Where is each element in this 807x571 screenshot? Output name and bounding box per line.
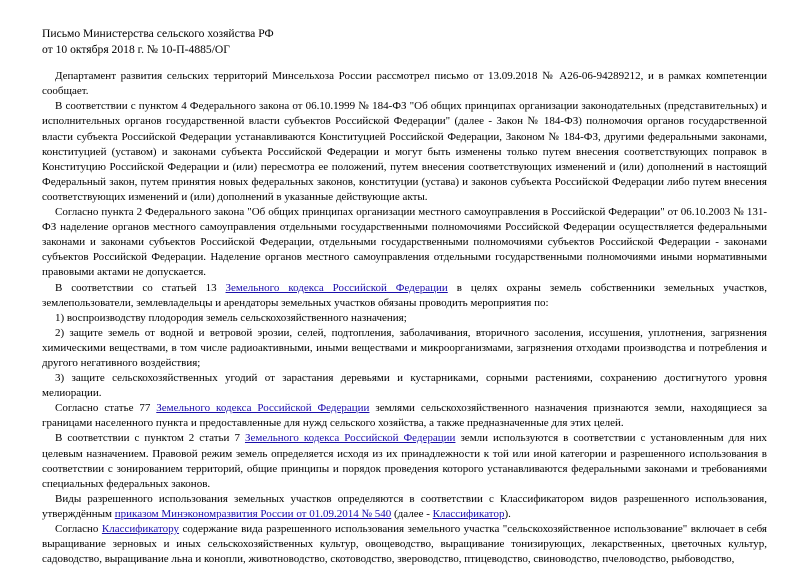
paragraph-classifier: Виды разрешенного использования земельных участков определяются в соответствии с Классификатором видов разрешенного использования, утверждённым приказом Минэкономразвития России от 01.09.2014 № 540 (далее - Классификатор). <box>42 492 767 520</box>
paragraph-law-184: В соответствии с пунктом 4 Федерального закона от 06.10.1999 № 184-ФЗ "Об общих принципах организации законодательных (представительных) и исполнительных органов государственной власти субъектов Российской Федерации" (далее - Закон № 184-ФЗ) полномочия органов государственной власти субъекта Российской Федерации устанавливаются Конституцией Российской Федерации, Законом № 184-ФЗ, другими федеральными законами, конституцией (уставом) и законами субъекта Российской Федерации и могут быть изменены только путем внесения соответствующих поправок в Конституцию Российской Федерации и (или) пересмотра ее положений, путем внесения соответствующих изменений и (или) дополнений в настоящий Федеральный закон, путем принятия новых федеральных законов, конституции (устава) и законов субъекта Российской Федерации либо путем внесения соответствующих изменений и (или) дополнений в указанные действующие акты. <box>42 100 767 203</box>
list-item-3: 3) защите сельскохозяйственных угодий от зарастания деревьями и кустарниками, сорными растениями, сохранению достигнутого уровня мелиорации. <box>42 372 767 400</box>
land-code-link[interactable]: Земельного кодекса Российской Федерации <box>244 432 456 445</box>
document-header <box>42 26 767 57</box>
paragraph-law-131: Согласно пункта 2 Федерального закона "Об общих принципах организации местного самоуправления в Российской Федерации" от 06.10.2003 № 131-ФЗ наделение органов местного самоуправления отдельными государственными полномочиями Российской Федерации осуществляется федеральными законами и законами субъектов Российской Федерации, отдельными государственными полномочиями субъектов Российской Федерации - законами субъектов Российской Федерации. Наделение органов местного самоуправления отдельными государственными полномочиями иными нормативными правовыми актами не допускается. <box>42 206 767 279</box>
order-540-link[interactable]: приказом Минэкономразвития России от 01.09.2014 № 540 <box>114 507 392 520</box>
classifier-link[interactable]: Классификатор <box>432 507 505 520</box>
document-date-number: от 10 октября 2018 г. № 10-П-4885/ОГ <box>42 42 231 56</box>
document-title: Письмо Министерства сельского хозяйства РФ <box>42 27 274 40</box>
paragraph-article-77: Согласно статье 77 Земельного кодекса Российской Федерации землями сельскохозяйственного назначения признаются земли, находящиеся за границами населенного пункта и предоставленные для нужд сельского хозяйства, а также предназначенные для этих целей. <box>42 402 767 430</box>
land-code-link[interactable]: Земельного кодекса Российской Федерации <box>156 402 370 415</box>
paragraph-article-13: В соответствии со статьей 13 Земельного кодекса Российской Федерации в целях охраны земель собственники земельных участков, землепользователи, землевладельцы и арендаторы земельных участков обязаны проводить мероприятия по: <box>42 281 767 309</box>
classifier-link[interactable]: Классификатору <box>101 523 180 535</box>
land-code-link[interactable]: Земельного кодекса Российской Федерации <box>225 281 448 294</box>
paragraph-intro: Департамент развития сельских территорий Минсельхоза России рассмотрел письмо от 13.09.2018 № А26-06-94289212, и в рамках компетенции сообщает. <box>42 70 767 98</box>
list-item-2: 2) защите земель от водной и ветровой эрозии, селей, подтопления, заболачивания, вторичного засоления, иссушения, уплотнения, загрязнения химическими веществами, в том числе радиоактивными, иными веществами и микроорганизмами, загрязнения отходами производства и потребления и другого негативного воздействия; <box>42 326 767 369</box>
paragraph-agricultural-use: Согласно Классификатору содержание вида разрешенного использования земельного участка "сельскохозяйственное использование" включает в себя выращивание зерновых и иных сельскохозяйственных культур, овощеводство, выращивание тонизирующих, лекарственных, цветочных культур, садоводство, выращивание льна и конопли, животноводство, скотоводство, звероводство, птицеводство, свиноводство, пчеловодство, рыбоводство, <box>42 523 767 566</box>
list-item-1: 1) воспроизводству плодородия земель сельскохозяйственного назначения; <box>55 311 407 324</box>
paragraph-article-7: В соответствии с пунктом 2 статьи 7 Земельного кодекса Российской Федерации земли используются в соответствии с установленным для них целевым назначением. Правовой режим земель определяется исходя из их принадлежности к той или иной категории и разрешенного использования в соответствии с зонированием территорий, общие принципы и порядок проведения которого устанавливаются федеральными законами и требованиями специальных федеральных законов. <box>42 432 767 490</box>
